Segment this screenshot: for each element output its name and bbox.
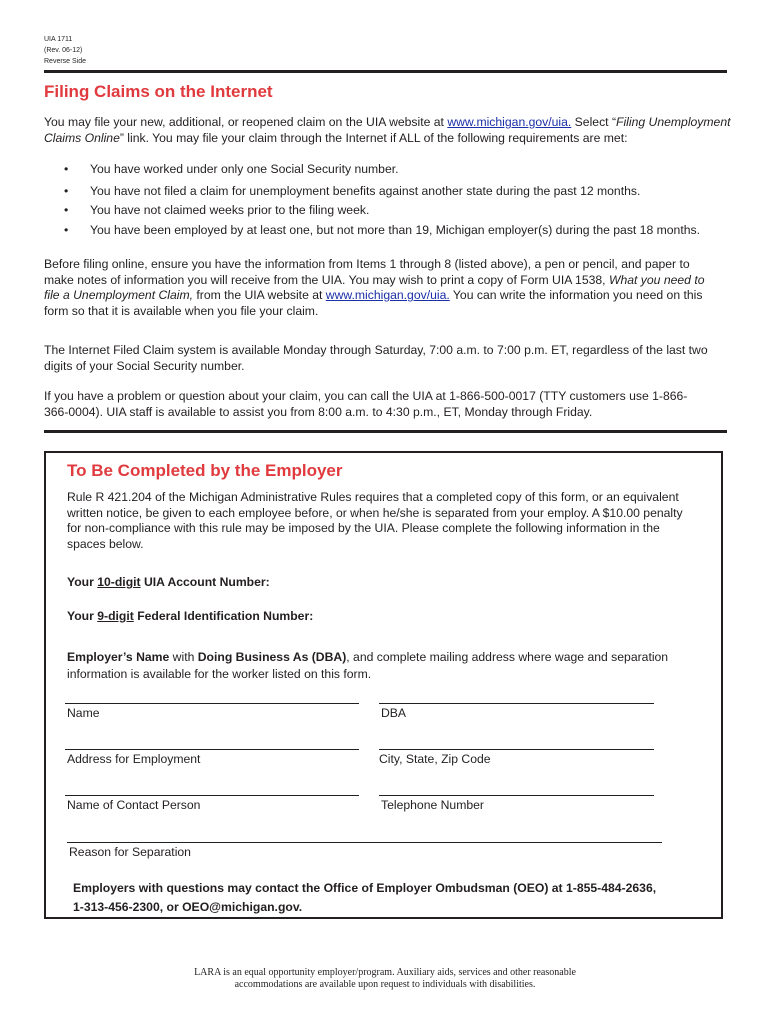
problem-text-1: If you have a problem or question about your claim, you can call the UIA at 1-866-500-0017 (TTY customers use 1-866- [44, 389, 688, 403]
name-label: Name [67, 706, 100, 720]
requirement-text: You have been employed by at least one, but not more than 19, Michigan employer(s) during the past 18 months. [90, 223, 700, 237]
requirement-text: You have not claimed weeks prior to the filing week. [90, 203, 370, 217]
intro-italic-2: Claims Online [44, 130, 120, 145]
before-text-4: form so that it is available when you file your claim. [44, 303, 319, 318]
contact-person-field[interactable] [65, 795, 359, 796]
reason-label: Reason for Separation [69, 845, 191, 859]
fein-digits: 9-digit [97, 609, 134, 623]
bullet-icon: • [64, 184, 69, 198]
section-divider [44, 430, 727, 433]
rule-paragraph [67, 490, 707, 552]
name-field[interactable] [65, 703, 359, 704]
before-text-2: make notes of information you will receive from the UIA. You may wish to print a copy of Form UIA 1538, [44, 272, 609, 287]
form-number: UIA 1711 [44, 36, 73, 43]
oeo-contact-paragraph [73, 879, 713, 917]
dba-field[interactable] [379, 703, 654, 704]
availability-text-1: The Internet Filed Claim system is available Monday through Saturday, 7:00 a.m. to 7:00 p.m. ET, regardless of the last two [44, 343, 708, 357]
bullet-icon: • [64, 162, 69, 176]
address-field[interactable] [65, 749, 359, 750]
form-side: Reverse Side [44, 58, 87, 65]
uia-website-link-2[interactable]: www.michigan.gov/uia. [325, 288, 450, 303]
employer-name-instructions [67, 649, 717, 683]
form-revision: (Rev. 06-12) [44, 47, 83, 54]
dba-label: DBA [381, 706, 407, 720]
dba-bold: Doing Business As (DBA) [197, 650, 347, 664]
employer-name-line2: information is available for the worker listed on this form. [67, 667, 372, 681]
fein-prefix: Your [67, 609, 98, 623]
uia-account-number-label [67, 575, 270, 591]
intro-text-select: Select “ [571, 115, 617, 129]
intro-paragraph [44, 115, 734, 146]
employer-name-bold: Employer’s Name [67, 650, 170, 664]
before-text-1: Before filing online, ensure you have the information from Items 1 through 8 (listed above), a pen or pencil, and paper to [44, 257, 690, 271]
before-text-3b: You can write the information you need on this [449, 288, 703, 303]
rule-text-1: Rule R 421.204 of the Michigan Administrative Rules requires that a completed copy of this form, or an equivalent [67, 490, 679, 504]
address-label: Address for Employment [67, 752, 201, 766]
footer-line-2: accommodations are available upon request to individuals with disabilities. [234, 978, 536, 990]
problem-text-2: 366-0004). UIA staff is available to assist you from 8:00 a.m. to 4:30 p.m., ET, Monday through Friday. [44, 404, 593, 419]
contact-person-label: Name of Contact Person [67, 798, 201, 812]
internet-section-title: Filing Claims on the Internet [44, 82, 273, 101]
city-state-zip-field[interactable] [379, 749, 654, 750]
telephone-label: Telephone Number [381, 798, 484, 812]
footer-line-1: LARA is an equal opportunity employer/program. Auxiliary aids, services and other reasonable [194, 967, 576, 978]
oeo-contact-text-1: Employers with questions may contact the Office of Employer Ombudsman (OEO) at 1-855-484-2636, [73, 881, 657, 895]
intro-text-2: ” link. You may file your claim through the Internet if ALL of the following requirements are met: [119, 130, 628, 145]
problem-paragraph [44, 389, 734, 420]
intro-italic: Filing Unemployment [616, 115, 731, 129]
top-divider [44, 70, 727, 73]
bullet-icon: • [64, 223, 69, 237]
account-suffix: UIA Account Number: [140, 575, 270, 589]
footer [0, 967, 770, 990]
intro-text: You may file your new, additional, or reopened claim on the UIA website at [44, 115, 448, 129]
employer-name-mid: with [169, 650, 198, 664]
rule-text-4: spaces below. [67, 536, 144, 551]
rule-text-2: written notice, be given to each employee before, or when he/she is separated from your employ. A $10.00 penalty [67, 505, 683, 520]
employer-section-title: To Be Completed by the Employer [67, 461, 343, 480]
oeo-contact-text-2: 1-313-456-2300, or OEO@michigan.gov. [73, 900, 303, 914]
requirement-text: You have not filed a claim for unemployment benefits against another state during the past 12 months. [90, 184, 641, 198]
uia-website-link[interactable]: www.michigan.gov/uia. [447, 115, 572, 129]
fein-suffix: Federal Identification Number: [133, 609, 314, 623]
bullet-icon: • [64, 203, 69, 217]
before-text-3: from the UIA website at [193, 288, 326, 303]
reason-field[interactable] [67, 842, 662, 843]
rule-text-3: for non-compliance with this rule may be imposed by the UIA. Please complete the following information in the [67, 521, 660, 536]
account-prefix: Your [67, 575, 98, 589]
employer-name-rest: , and complete mailing address where wage and separation [346, 650, 669, 664]
availability-text-2: digits of your Social Security number. [44, 358, 245, 373]
account-digits: 10-digit [97, 575, 141, 589]
before-filing-paragraph [44, 257, 734, 319]
form-meta [44, 34, 86, 67]
before-italic-2: What you need to [608, 272, 705, 287]
city-state-zip-label: City, State, Zip Code [379, 752, 491, 766]
telephone-field[interactable] [379, 795, 654, 796]
requirement-text: You have worked under only one Social Security number. [90, 162, 399, 176]
availability-paragraph [44, 343, 734, 374]
fein-label [67, 609, 313, 625]
before-italic-3: file a Unemployment Claim, [44, 288, 194, 303]
